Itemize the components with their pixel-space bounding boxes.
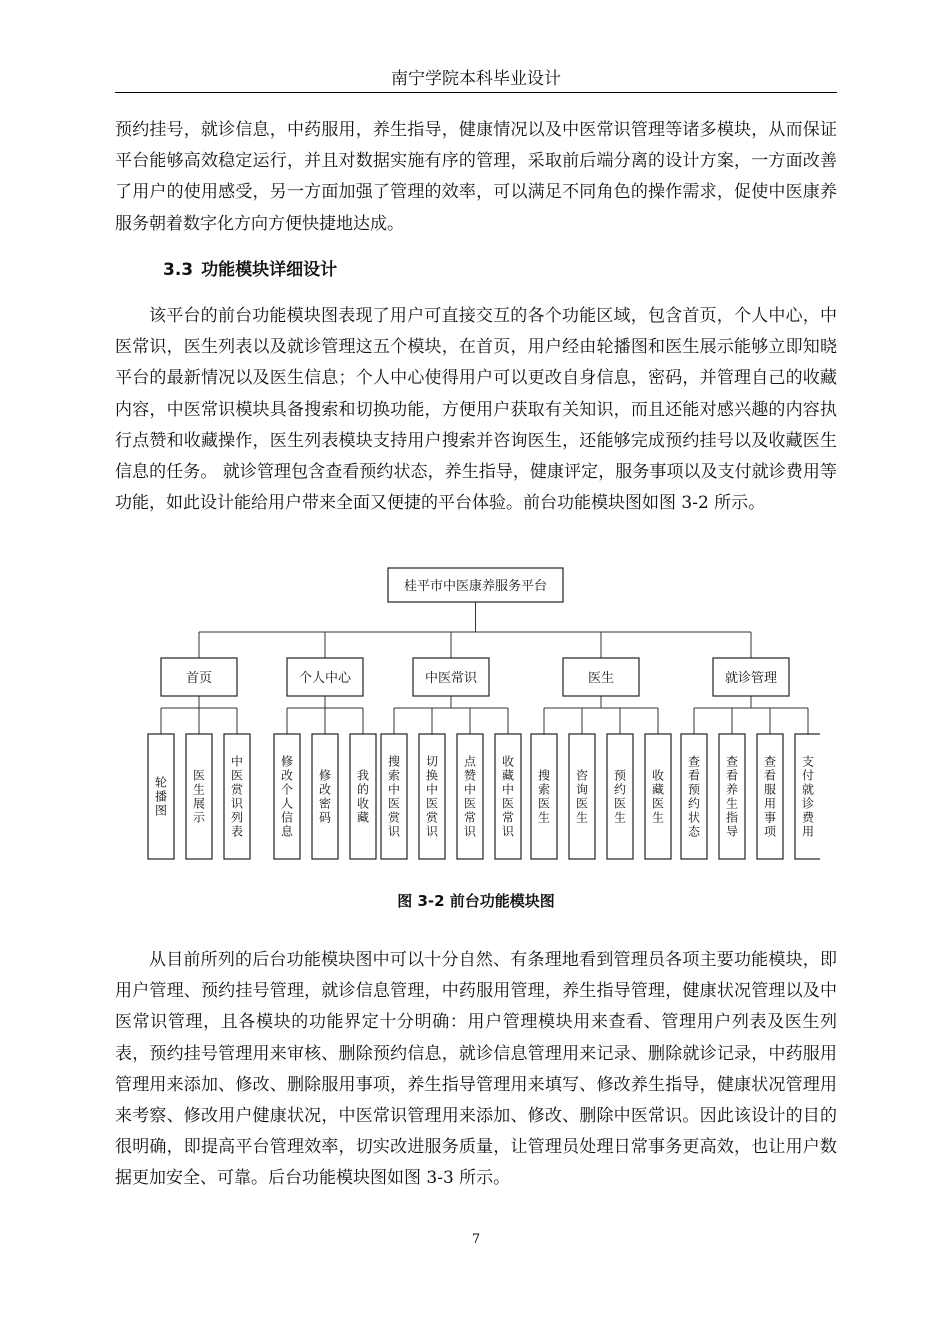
section-number: 3.3: [163, 260, 194, 280]
diagram-root-label: 桂平市中医康养服务平台: [403, 579, 548, 594]
diagram-leaf-label: 收藏中医常识: [501, 754, 515, 839]
diagram-leaf-label: 我的收藏: [356, 768, 370, 825]
diagram-leaf-label: 搜索中医赏识: [387, 754, 401, 839]
diagram-leaf-label: 切换中医赏识: [425, 754, 439, 839]
function-module-diagram: [140, 560, 820, 870]
diagram-leaf-label: 中医赏识列表: [230, 754, 244, 839]
diagram-leaf-label: 查看预约状态: [687, 754, 701, 839]
diagram-leaf-label: 修改个人信息: [280, 754, 294, 839]
paragraph-3: 从目前所列的后台功能模块图中可以十分自然、有条理地看到管理员各项主要功能模块，即用户管理、预约挂号管理，就诊信息管理，中药服用管理，养生指导管理，健康状况管理以及中医常识管理，且各模块的功能界定十分明确：用户管理模块用来查看、管理用户列表及医生列表，预约挂号管理用来审核、删除预约信息，就诊信息管理用来记录、删除就诊记录，中药服用管理用来添加、修改、删除服用事项，养生指导管理用来填写、修改养生指导，健康状况管理用来考察、修改用户健康状况，中医常识管理用来添加、修改、删除中医常识。因此该设计的目的很明确，即提高平台管理效率，切实改进服务质量，让管理员处理日常事务更高效，也让用户数据更加安全、可靠。后台功能模块图如图 3-3 所示。: [115, 950, 837, 1189]
diagram-leaf-label: 轮播图: [154, 775, 168, 818]
figure-caption: 图 3-2 前台功能模块图: [397, 892, 555, 910]
diagram-module-label: 就诊管理: [724, 671, 778, 686]
header-rule: [115, 92, 837, 93]
paragraph-1: 预约挂号，就诊信息，中药服用，养生指导，健康情况以及中医常识管理等诸多模块，从而保证平台能够高效稳定运行，并且对数据实施有序的管理，采取前后端分离的设计方案，一方面改善了用户的使用感受，另一方面加强了管理的效率，可以满足不同角色的操作需求，促使中医康养服务朝着数字化方向方便快捷地达成。: [115, 120, 837, 234]
diagram-module-label: 首页: [185, 671, 213, 686]
diagram-module-label: 个人中心: [298, 671, 352, 686]
diagram-leaf-label: 咨询医生: [575, 768, 589, 825]
diagram-leaf-label: 查看服用事项: [763, 754, 777, 839]
diagram-module-label: 中医常识: [424, 671, 478, 686]
diagram-leaf-label: 支付就诊费用: [801, 754, 815, 839]
diagram-leaf-label: 查看养生指导: [725, 754, 739, 839]
paragraph-2: 该平台的前台功能模块图表现了用户可直接交互的各个功能区域，包含首页，个人中心，中医常识，医生列表以及就诊管理这五个模块，在首页，用户经由轮播图和医生展示能够立即知晓平台的最新情况以及医生信息；个人中心使得用户可以更改自身信息，密码，并管理自己的收藏内容，中医常识模块具备搜索和切换功能，方便用户获取有关知识，而且还能对感兴趣的内容执行点赞和收藏操作，医生列表模块支持用户搜索并咨询医生，还能够完成预约挂号以及收藏医生信息的任务。 就诊管理包含查看预约状态，养生指导，健康评定，服务事项以及支付就诊费用等功能，如此设计能给用户带来全面又便捷的平台体验。前台功能模块图如图 3-2 所示。: [115, 306, 837, 514]
page-number: 7: [471, 1232, 481, 1247]
diagram-leaf-label: 预约医生: [613, 768, 627, 825]
section-heading: [163, 258, 337, 282]
diagram-leaf-label: 修改密码: [318, 768, 332, 825]
diagram-leaf-label: 医生展示: [192, 768, 206, 825]
diagram-leaf-label: 收藏医生: [651, 768, 665, 825]
diagram-leaf-label: 点赞中医常识: [463, 754, 477, 839]
section-title: 功能模块详细设计: [201, 260, 338, 280]
diagram-leaf-label: 搜索医生: [537, 768, 551, 825]
diagram-module-label: 医生: [587, 671, 615, 686]
page-header: 南宁学院本科毕业设计: [391, 69, 561, 89]
